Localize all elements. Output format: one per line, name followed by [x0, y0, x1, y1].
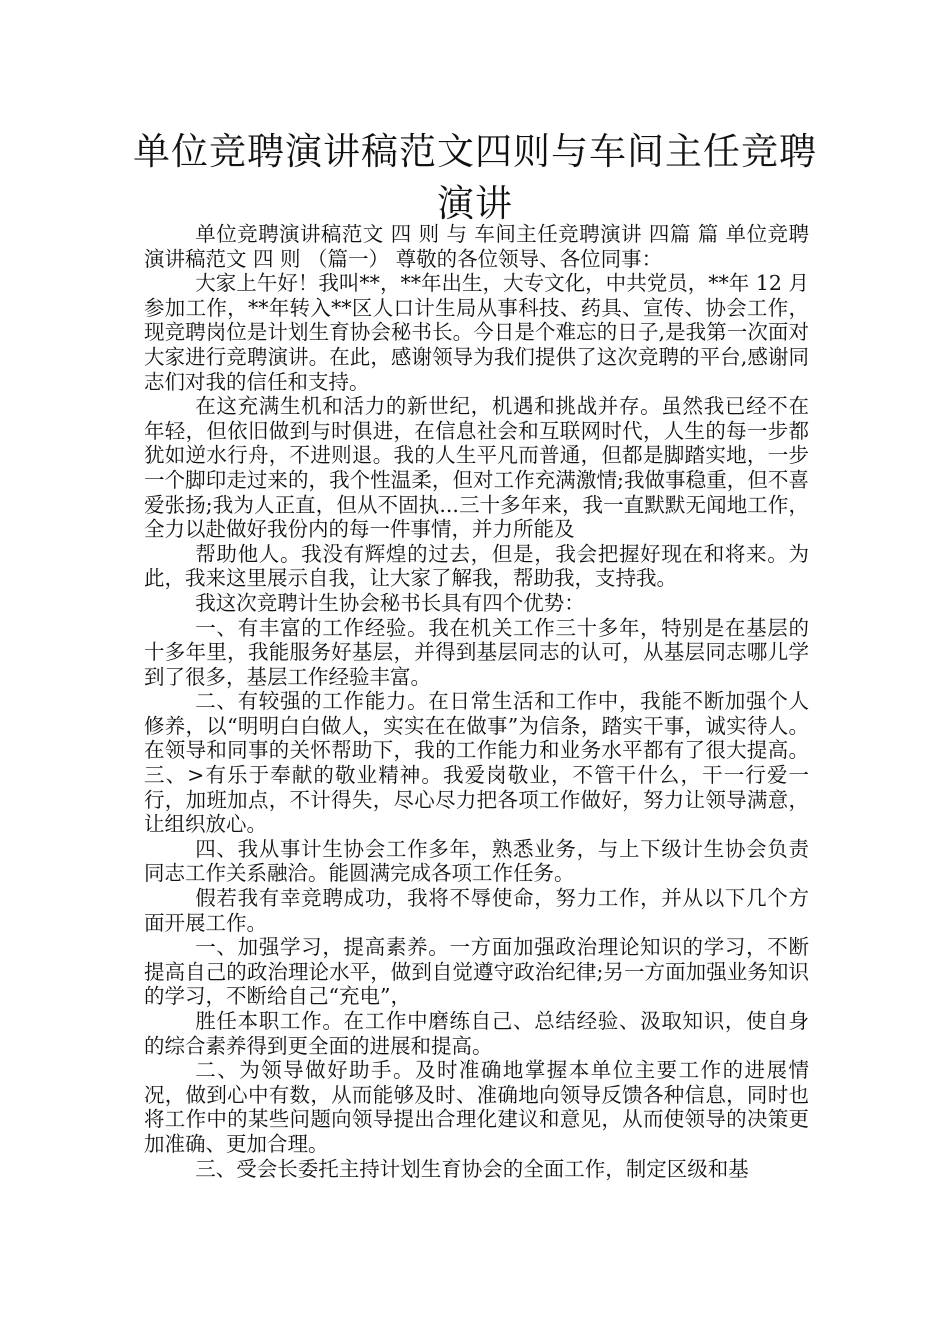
paragraph: 帮助他人。我没有辉煌的过去，但是，我会把握好现在和将来。为此，我来这里展示自我，让大家了解我，帮助我，支持我。: [144, 541, 809, 591]
paragraph: 我这次竞聘计生协会秘书长具有四个优势：: [195, 590, 585, 615]
paragraph: 二、为领导做好助手。及时准确地掌握本单位主要工作的进展情况，做到心中有数，从而能够及时、准确地向领导反馈各种信息，同时也将工作中的某些问题向领导提出合理化建议和意见，从而使领导的决策更加准确、更加合理。: [144, 1058, 809, 1156]
document-body: [144, 222, 809, 1181]
paragraph: 二、有较强的工作能力。在日常生活和工作中，我能不断加强个人修养，以“明明白白做人，实实在在做事”为信条，踏实干事，诚实待人。在领导和同事的关怀帮助下，我的工作能力和业务水平都有了很大提高。三、>有乐于奉献的敬业精神。我爱岗敬业，不管干什么，干一行爱一行，加班加点，不计得失，尽心尽力把各项工作做好，努力让领导满意，让组织放心。: [144, 689, 809, 837]
paragraph: 假若我有幸竞聘成功，我将不辱使命，努力工作，并从以下几个方面开展工作。: [144, 886, 809, 935]
paragraph: 四、我从事计生协会工作多年，熟悉业务，与上下级计生协会负责同志工作关系融洽。能圆满完成各项工作任务。: [144, 836, 809, 886]
paragraph: 单位竞聘演讲稿范文 四 则 与 车间主任竞聘演讲 四篇 篇 单位竞聘演讲稿范文 四 则 （篇一） 尊敬的各位领导、各位同事：: [144, 222, 809, 271]
paragraph: 一、加强学习，提高素养。一方面加强政治理论知识的学习，不断提高自己的政治理论水平，做到自觉遵守政治纪律;另一方面加强业务知识的学习，不断给自己“充电”，: [144, 935, 809, 1009]
document-title: 单位竞聘演讲稿范文四则与车间主任竞聘演讲: [133, 130, 817, 225]
paragraph: 胜任本职工作。在工作中磨练自己、总结经验、汲取知识，使自身的综合素养得到更全面的进展和提高。: [144, 1009, 809, 1058]
paragraph: 大家上午好！我叫**，**年出生，大专文化，中共党员，**年 12 月参加工作，**年转入**区人口计生局从事科技、药具、宣传、协会工作，现竞聘岗位是计划生育协会秘书长。今日是个难忘的日子,是我第一次面对大家进行竞聘演讲。在此，感谢领导为我们提供了这次竞聘的平台,感谢同志们对我的信任和支持。: [144, 271, 809, 394]
paragraph: 一、有丰富的工作经验。我在机关工作三十多年，特别是在基层的十多年里，我能服务好基层，并得到基层同志的认可，从基层同志哪儿学到了很多，基层工作经验丰富。: [144, 615, 809, 689]
paragraph: 三、受会长委托主持计划生育协会的全面工作，制定区级和基: [195, 1156, 749, 1181]
paragraph: 在这充满生机和活力的新世纪，机遇和挑战并存。虽然我已经不在年轻，但依旧做到与时俱进，在信息社会和互联网时代，人生的每一步都犹如逆水行舟，不进则退。我的人生平凡而普通，但都是脚踏实地，一步一个脚印走过来的，我个性温柔，但对工作充满激情;我做事稳重，但不喜爱张扬;我为人正直，但从不固执...三十多年来，我一直默默无闻地工作，全力以赴做好我份内的每一件事情，并力所能及: [144, 394, 809, 542]
